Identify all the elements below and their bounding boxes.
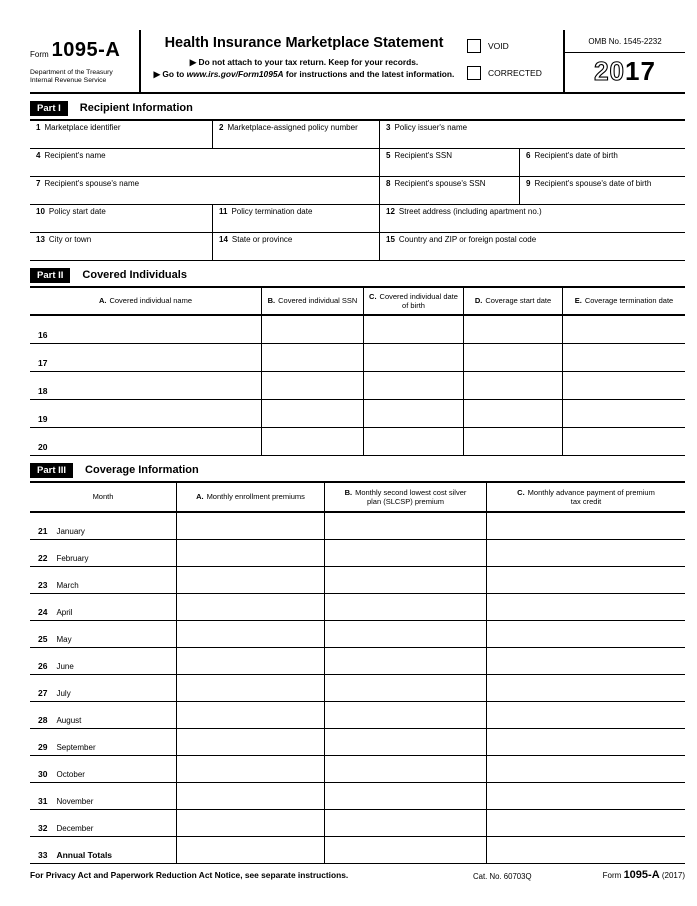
month-row-october (30, 756, 685, 783)
field-recipient-dob[interactable]: 6 Recipient's date of birth (526, 151, 618, 160)
month-row-march (30, 567, 685, 594)
annual-totals-label-cell: 33 Annual Totals (30, 837, 177, 863)
row26-slcsp-cell[interactable] (325, 648, 487, 674)
covered-individual-row-17 (30, 344, 685, 372)
field-marketplace-identifier[interactable]: 1 Marketplace identifier (30, 121, 213, 148)
col-month: Month (30, 483, 177, 511)
row21-slcsp-cell[interactable] (325, 513, 487, 539)
row24-premium-cell[interactable] (177, 594, 325, 620)
row19-name-cell[interactable]: 19 (30, 400, 262, 427)
instruction-line-2: ▶ Go to www.irs.gov/Form1095A for instructions and the latest information. (153, 69, 455, 79)
form-word: Form (30, 50, 49, 59)
part3-badge: Part III (30, 463, 73, 478)
row32-premium-cell[interactable] (177, 810, 325, 836)
field-recipient-name[interactable]: 4 Recipient's name (30, 149, 380, 176)
row26-aptc-cell[interactable] (487, 648, 685, 674)
month-label-cell: 23 March (30, 567, 177, 593)
field-recipient-ssn[interactable]: 5 Recipient's SSN (380, 149, 520, 176)
part1-header (30, 101, 685, 115)
corrected-label: CORRECTED (488, 68, 542, 78)
part1-badge: Part I (30, 101, 68, 116)
row19-termination-cell[interactable] (563, 400, 685, 427)
part3-header (30, 463, 685, 477)
month-label-cell: 24 April (30, 594, 177, 620)
row24-slcsp-cell[interactable] (325, 594, 487, 620)
recipient-info-table (30, 119, 685, 261)
row21-aptc-cell[interactable] (487, 513, 685, 539)
row17-termination-cell[interactable] (563, 344, 685, 371)
row28-slcsp-cell[interactable] (325, 702, 487, 728)
row22-aptc-cell[interactable] (487, 540, 685, 566)
month-row-august (30, 702, 685, 729)
row16-start-cell[interactable] (464, 316, 563, 343)
row25-slcsp-cell[interactable] (325, 621, 487, 647)
row24-aptc-cell[interactable] (487, 594, 685, 620)
omb-number: OMB No. 1545-2232 (565, 30, 685, 53)
form-number: 1095-A (51, 39, 121, 61)
row17-start-cell[interactable] (464, 344, 563, 371)
col-slcsp-premium: B. Monthly second lowest cost silver plan (SLCSP) premium (325, 483, 487, 511)
row16-ssn-cell[interactable] (262, 316, 364, 343)
irs-url-link[interactable]: www.irs.gov/Form1095A (186, 69, 284, 79)
void-corrected-box (467, 30, 563, 92)
row33-premium-total-cell[interactable] (177, 837, 325, 863)
field-spouse-dob[interactable]: 9 Recipient's spouse's date of birth (526, 179, 652, 188)
row17-dob-cell[interactable] (364, 344, 464, 371)
form-title-box (141, 30, 467, 92)
row28-aptc-cell[interactable] (487, 702, 685, 728)
row18-ssn-cell[interactable] (262, 372, 364, 399)
month-row-january (30, 513, 685, 540)
row19-ssn-cell[interactable] (262, 400, 364, 427)
col-covered-ssn: B. Covered individual SSN (262, 288, 364, 314)
row23-aptc-cell[interactable] (487, 567, 685, 593)
catalog-number: Cat. No. 60703Q (473, 872, 532, 881)
row23-premium-cell[interactable] (177, 567, 325, 593)
part2-badge: Part II (30, 268, 70, 283)
field-spouse-name[interactable]: 7 Recipient's spouse's name (30, 177, 380, 204)
month-row-july (30, 675, 685, 702)
row19-start-cell[interactable] (464, 400, 563, 427)
row31-slcsp-cell[interactable] (325, 783, 487, 809)
dept-irs: Internal Revenue Service (30, 77, 107, 85)
covered-individual-row-20 (30, 428, 685, 456)
row20-name-cell[interactable]: 20 (30, 428, 262, 455)
annual-totals-row (30, 837, 685, 864)
coverage-column-headers (30, 483, 685, 513)
row29-premium-cell[interactable] (177, 729, 325, 755)
covered-individual-row-19 (30, 400, 685, 428)
month-label-cell: 29 September (30, 729, 177, 755)
month-label-cell: 27 July (30, 675, 177, 701)
month-row-april (30, 594, 685, 621)
field-policy-number[interactable]: 2 Marketplace-assigned policy number (213, 121, 380, 148)
col-coverage-start: D. Coverage start date (464, 288, 563, 314)
row32-aptc-cell[interactable] (487, 810, 685, 836)
month-label-cell: 21 January (30, 513, 177, 539)
row16-dob-cell[interactable] (364, 316, 464, 343)
row17-ssn-cell[interactable] (262, 344, 364, 371)
page-title: Health Insurance Marketplace Statement (164, 35, 444, 51)
row31-premium-cell[interactable] (177, 783, 325, 809)
month-label-cell: 28 August (30, 702, 177, 728)
field-spouse-ssn[interactable]: 8 Recipient's spouse's SSN (380, 177, 520, 204)
row33-slcsp-total-cell[interactable] (325, 837, 487, 863)
field-policy-start-date[interactable]: 10 Policy start date (30, 205, 213, 232)
field-city[interactable]: 13 City or town (30, 233, 213, 260)
month-row-september (30, 729, 685, 756)
row30-aptc-cell[interactable] (487, 756, 685, 782)
row23-slcsp-cell[interactable] (325, 567, 487, 593)
row32-slcsp-cell[interactable] (325, 810, 487, 836)
coverage-information-table (30, 481, 685, 864)
row21-premium-cell[interactable] (177, 513, 325, 539)
month-row-february (30, 540, 685, 567)
row29-aptc-cell[interactable] (487, 729, 685, 755)
omb-year-box (563, 30, 685, 92)
row30-slcsp-cell[interactable] (325, 756, 487, 782)
row20-ssn-cell[interactable] (262, 428, 364, 455)
form-footer (30, 869, 685, 883)
field-policy-issuer-name[interactable]: 3 Policy issuer's name (386, 123, 468, 132)
row18-dob-cell[interactable] (364, 372, 464, 399)
void-label: VOID (488, 41, 509, 51)
month-row-november (30, 783, 685, 810)
part3-title: Coverage Information (85, 464, 199, 476)
row27-premium-cell[interactable] (177, 675, 325, 701)
covered-individuals-table (30, 286, 685, 456)
privacy-act-notice: For Privacy Act and Paperwork Reduction Act Notice, see separate instructions. (30, 870, 349, 880)
row28-premium-cell[interactable] (177, 702, 325, 728)
instruction-line-1: ▶ Do not attach to your tax return. Keep for your records. (189, 57, 419, 67)
month-label-cell: 25 May (30, 621, 177, 647)
col-coverage-termination: E. Coverage termination date (574, 296, 674, 306)
row22-premium-cell[interactable] (177, 540, 325, 566)
row20-start-cell[interactable] (464, 428, 563, 455)
row29-slcsp-cell[interactable] (325, 729, 487, 755)
row27-aptc-cell[interactable] (487, 675, 685, 701)
month-label-cell: 31 November (30, 783, 177, 809)
col-covered-name: A. Covered individual name (30, 288, 262, 314)
row25-premium-cell[interactable] (177, 621, 325, 647)
row18-termination-cell[interactable] (563, 372, 685, 399)
part2-title: Covered Individuals (82, 269, 187, 281)
tax-year: 2017 (594, 56, 656, 86)
month-label-cell: 30 October (30, 756, 177, 782)
row33-aptc-total-cell[interactable] (487, 837, 685, 863)
covered-individual-row-16 (30, 316, 685, 344)
form-number-box (30, 30, 141, 92)
covered-individual-row-18 (30, 372, 685, 400)
row20-dob-cell[interactable] (364, 428, 464, 455)
form-header (30, 30, 685, 94)
row16-name-cell[interactable]: 16 (30, 316, 262, 343)
row19-dob-cell[interactable] (364, 400, 464, 427)
footer-form-id: Form 1095-A (2017) (602, 869, 685, 881)
field-state[interactable]: 14 State or province (213, 233, 380, 260)
row30-premium-cell[interactable] (177, 756, 325, 782)
row17-name-cell[interactable]: 17 (30, 344, 262, 371)
row20-termination-cell[interactable] (563, 428, 685, 455)
month-label-cell: 22 February (30, 540, 177, 566)
row22-slcsp-cell[interactable] (325, 540, 487, 566)
row18-start-cell[interactable] (464, 372, 563, 399)
covered-individuals-column-headers (30, 288, 685, 316)
month-label-cell: 32 December (30, 810, 177, 836)
month-row-december (30, 810, 685, 837)
month-row-june (30, 648, 685, 675)
void-checkbox[interactable] (467, 39, 481, 53)
col-covered-dob: C. Covered individual date of birth (364, 288, 464, 314)
month-row-may (30, 621, 685, 648)
part1-title: Recipient Information (79, 102, 193, 114)
col-advance-payment: C. Monthly advance payment of premium tax credit (517, 487, 655, 506)
dept-treasury: Department of the Treasury (30, 69, 113, 76)
corrected-checkbox[interactable] (467, 66, 481, 80)
field-street-address[interactable]: 12 Street address (including apartment no.) (386, 207, 542, 216)
row27-slcsp-cell[interactable] (325, 675, 487, 701)
field-policy-termination-date[interactable]: 11 Policy termination date (213, 205, 380, 232)
row26-premium-cell[interactable] (177, 648, 325, 674)
row18-name-cell[interactable]: 18 (30, 372, 262, 399)
month-label-cell: 26 June (30, 648, 177, 674)
part2-header (30, 268, 685, 282)
row16-termination-cell[interactable] (563, 316, 685, 343)
field-country-zip[interactable]: 15 Country and ZIP or foreign postal code (386, 235, 537, 244)
row31-aptc-cell[interactable] (487, 783, 685, 809)
col-enrollment-premiums: A. Monthly enrollment premiums (177, 483, 325, 511)
row25-aptc-cell[interactable] (487, 621, 685, 647)
form-1095a-page (30, 30, 685, 883)
